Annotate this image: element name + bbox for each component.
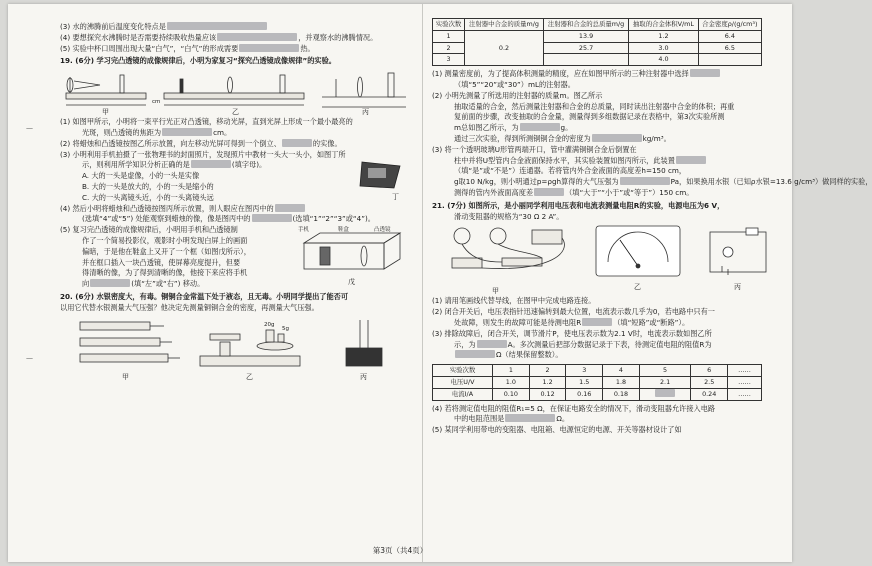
table-header: 注射器中合金的质量m/g: [465, 19, 544, 31]
ammeter-figure: [596, 226, 680, 276]
question-line: 通过三次实验，得到所测铜铜合金的密度为 kg/m³。: [454, 133, 671, 143]
figure-label: 丙: [360, 372, 367, 381]
figure-bing: [322, 73, 406, 107]
question-line: (1) 如图甲所示，小明将一束平行光正对凸透镜，移动光屏，直到光屏上形成一个最小最亮的: [60, 117, 353, 127]
table-cell: 4: [603, 365, 640, 377]
figure-label: 甲: [492, 287, 499, 296]
answer-blank[interactable]: [520, 123, 560, 131]
table-cell: 2: [529, 365, 566, 377]
table-cell: 3: [433, 54, 465, 66]
question-line: (1) 请用笔画线代替导线，在图甲中完成电路连接。: [432, 296, 596, 306]
answer-blank[interactable]: [655, 389, 675, 397]
answer-blank[interactable]: [167, 22, 267, 30]
right-column: [432, 18, 872, 436]
table-cell: 1.5: [566, 376, 603, 388]
answer-blank[interactable]: [455, 350, 495, 358]
question-line: (3) 水的沸腾前后温度变化特点是: [60, 22, 412, 33]
circuit-diagram-figure: [710, 228, 766, 275]
table-cell: 1: [433, 30, 465, 42]
figure-ding: [356, 158, 406, 201]
question-line: （填“是”或“不是”）连通器。若将管内外合金液面的高度差h=150 cm，: [454, 166, 687, 176]
question-line: 以用它代替水银测量大气压强？他决定先测量铜铜合金的密度，再测量大气压强。: [60, 302, 319, 312]
answer-blank[interactable]: [534, 188, 564, 196]
figure-label: 乙: [634, 283, 641, 292]
question-line: 偏暗，于是他在鞋盒上又开了一个框（如图戊所示），: [82, 246, 251, 256]
question-19-head: 19. (6分) 学习完凸透镜的成像规律后，小明为家复习“探究凸透镜成像规律”的实验。: [60, 56, 336, 66]
table-header: 实验次数: [433, 19, 465, 31]
figure-label: 丙: [734, 283, 741, 292]
table-cell: ……: [728, 376, 762, 388]
answer-blank[interactable]: [477, 340, 507, 348]
table-cell: 3.0: [629, 42, 698, 54]
figure-yi: [164, 75, 304, 105]
question-line: 并在框口插入一块凸透镜，使屏幕亮度提升，但要: [82, 257, 241, 267]
question-line: g取10 N/kg，则小明通过p=ρgh算得的大气压强为 Pa，如果换用水银（已知ρ水银=13.6 g/cm³）做同样的实验，: [454, 177, 872, 187]
question-line: (选填“4”或“5”) 处能观察到蜡烛的像，像是图丙中的 (选填“1”“2”“3”或“4”)。: [82, 214, 375, 224]
table-header: 注射器和合金的总质量m/g: [543, 19, 628, 31]
question-line: (4) 要想探究水沸腾时是否需要持续吸收热量应该 ，并观察水的沸腾情况。: [60, 32, 378, 42]
syringes-figure: [80, 322, 180, 362]
question-line: (2) 小明先测量了所选用的注射器的质量m。图乙所示: [432, 90, 603, 100]
question-line: (3) 小明利用手机拍摄了一张物理书的封面照片，发现照片中教材一头大一头小，如图丁所: [60, 149, 346, 159]
table-cell: [543, 54, 628, 66]
answer-blank[interactable]: [676, 156, 706, 164]
left-column: [60, 22, 412, 380]
answer-blank[interactable]: [90, 279, 130, 287]
answer-blank[interactable]: [217, 33, 297, 41]
figure-label: 甲: [102, 108, 109, 117]
q20-figures: [60, 316, 412, 380]
table-cell: 5: [639, 365, 691, 377]
answer-blank[interactable]: [592, 134, 642, 142]
question-line: 得清晰的像，为了得到清晰的像，他接下来应将手机: [82, 268, 248, 278]
table-cell: [698, 54, 761, 66]
weight-label: 5g: [282, 325, 289, 332]
question-line: (3) 排除故障后，闭合开关，调节滑片P，使电压表示数为2.1 V时，电流表示数如图乙所: [432, 328, 712, 338]
question-line: (5) 某同学利用带电的变阻器、电阻箱、电源恒定的电源、开关等器材设计了如: [432, 425, 682, 435]
figure-label: 乙: [232, 108, 239, 117]
question-line: (4) 然后小明将蜡烛和凸透镜按图丙所示放置，则人眼应在图丙中的: [60, 204, 412, 215]
q19-part5: [60, 225, 412, 290]
table-cell: 0.16: [566, 388, 603, 400]
question-line: (4) 若将测定值电阻的阻值R₁=5 Ω，在保证电路安全的情况下，滑动变阻器允许接入电路: [432, 403, 716, 413]
table-cell: 6.4: [698, 30, 761, 42]
table-header: 实验次数: [433, 365, 493, 377]
question-line: 中的电阻范围是 Ω。: [454, 414, 570, 424]
question-line: 示，则利用所学知识分析正确的是 (填字母)。: [82, 160, 267, 170]
measurement-table: [432, 364, 762, 400]
question-line: 滑动变阻器的规格为“30 Ω 2 A”。: [454, 211, 564, 221]
wu-label-box: 鞋盒: [338, 227, 350, 234]
answer-blank[interactable]: [582, 318, 612, 326]
option-a[interactable]: A. 大的一头是虚像，小的一头是实像: [82, 171, 200, 181]
q19-figures: [60, 67, 412, 117]
table-cell: 0.24: [691, 388, 728, 400]
answer-blank[interactable]: [690, 69, 720, 77]
page-footer: 第3页（共4页）: [372, 546, 428, 555]
q21-figures: [432, 222, 778, 296]
table-cell: 0.2: [465, 30, 544, 65]
table-cell: 4.0: [629, 54, 698, 66]
binding-mark: —: [26, 354, 33, 362]
option-c[interactable]: C. 大的一头离镜头近，小的一头离镜头远: [82, 192, 214, 202]
table-cell: 0.18: [603, 388, 640, 400]
figure-label: 乙: [246, 372, 253, 381]
balance-figure: [200, 330, 300, 366]
table-cell: 0.12: [529, 388, 566, 400]
question-line: 示，为 A。多次测量后把部分数据记录于下表，待测定值电阻的阻值R为: [454, 339, 712, 349]
table-cell: 1.2: [529, 376, 566, 388]
question-line: 处故障，则发生的故障可能是待测电阻R （填“短路”或“断路”）。: [454, 317, 690, 327]
table-cell: 2.5: [691, 376, 728, 388]
table-header: 电流I/A: [433, 388, 493, 400]
exam-page: [8, 4, 872, 562]
figure-jia: [66, 75, 146, 105]
table-cell: 3: [566, 365, 603, 377]
answer-blank[interactable]: [162, 128, 212, 136]
option-b[interactable]: B. 大的一头是放大的，小的一头是缩小的: [82, 181, 214, 191]
question-line: Ω（结果保留整数）。: [432, 350, 778, 361]
table-row: [433, 376, 762, 388]
figure-label: 戊: [348, 278, 355, 287]
table-cell: 0.10: [493, 388, 530, 400]
table-cell: ……: [728, 365, 762, 377]
table-header: 抽取的合金体积V/mL: [629, 19, 698, 31]
table-cell: 2.1: [639, 376, 691, 388]
question-line: 柱中并将U型管内合金液面保持水平，其实验装置如图丙所示，此装置: [432, 156, 778, 167]
table-cell: 6.5: [698, 42, 761, 54]
binding-mark: —: [26, 124, 33, 132]
table-cell: 1.0: [493, 376, 530, 388]
question-20-head: 20. (6分) 水银密度大，有毒。铜铜合金常温下处于液态，且无毒。小明同学提出了能否可: [60, 291, 349, 301]
figure-label: 丙: [362, 108, 369, 117]
question-line: 复前面的步骤，改变抽取的合金量，测量得到多组数据记录在表格中，第3次实验所测: [454, 112, 725, 122]
question-line: 抽取适量的合金，然后测量注射器和合金的总质量，同时读出注射器中合金的体积；再重: [454, 101, 735, 111]
wu-label-phone: 手机: [298, 227, 310, 234]
table-cell[interactable]: [639, 388, 691, 400]
table-cell: 1.2: [629, 30, 698, 42]
table-header: 电压U/V: [433, 376, 493, 388]
table-cell: 1: [493, 365, 530, 377]
table-row: [433, 365, 762, 377]
question-line: 测得的管内外液面高度差 （填“大于”“小于”或“等于”）150 cm。: [454, 187, 694, 197]
table-header: 合金密度ρ/(g/cm³): [698, 19, 761, 31]
figure-label: 丁: [392, 192, 399, 201]
answer-blank[interactable]: [282, 139, 312, 147]
question-line: (2) 将蜡烛和凸透镜按图乙所示放置，向左移动光屏可得到一个倒立、 的实像。: [60, 138, 342, 148]
figure-label: 甲: [122, 372, 129, 381]
question-line: (2) 闭合开关后，电压表指针迅速偏转到最大位置，电流表示数几乎为0，若电路中只有一: [432, 307, 715, 317]
wu-label-lens: 凸透镜: [374, 227, 391, 234]
table-cell: ……: [728, 388, 762, 400]
question-line: (1) 测量密度前，为了提高体积测量的精度，应在如图甲所示的三种注射器中选择: [432, 69, 778, 80]
table-cell: 25.7: [543, 42, 628, 54]
table-cell: 2: [433, 42, 465, 54]
ruler-unit: cm: [152, 99, 161, 106]
answer-blank[interactable]: [275, 204, 305, 212]
question-line: 光斑，则凸透镜的焦距为 cm。: [82, 127, 232, 137]
table-row: [433, 388, 762, 400]
answer-blank[interactable]: [252, 214, 292, 222]
question-line: （填“5”“20”或“30”）mL的注射器。: [454, 79, 575, 89]
question-21-head: 21. (7分) 如图所示，是小丽同学利用电压表和电流表测量电阻R的实验，电源电压为6 V，: [432, 200, 725, 210]
q19-part3: [60, 150, 412, 204]
question-line: (5) 实验中杯口周围出现大量“白气”，“白气”的形成需要 热。: [60, 43, 315, 53]
table-cell: 13.9: [543, 30, 628, 42]
table-cell: 6: [691, 365, 728, 377]
question-line: 作了一个简易投影仪，观影时小明发现白屏上的画面: [82, 235, 248, 245]
circuit-figure: [452, 228, 564, 269]
figure-wu: [294, 225, 410, 287]
answer-blank[interactable]: [191, 160, 231, 168]
answer-blank[interactable]: [620, 177, 670, 185]
answer-blank[interactable]: [239, 44, 299, 52]
answer-blank[interactable]: [505, 414, 555, 422]
question-line: (5) 复习完凸透镜的成像规律后，小明用手机和凸透镜制: [60, 225, 238, 235]
weight-label: 20g: [264, 321, 275, 328]
column-divider: [422, 4, 423, 562]
table-cell: 1.8: [603, 376, 640, 388]
question-line: 向 (填“左”或“右”) 移动。: [82, 279, 205, 289]
density-table: [432, 18, 762, 66]
question-line: (3) 将一个透明玻璃U形管两端开口，管中灌满铜铜合金后倒置在: [432, 144, 637, 154]
table-row: [433, 30, 762, 42]
question-line: m总如图乙所示，为 g。: [454, 123, 573, 133]
u-tube-figure: [346, 320, 382, 366]
